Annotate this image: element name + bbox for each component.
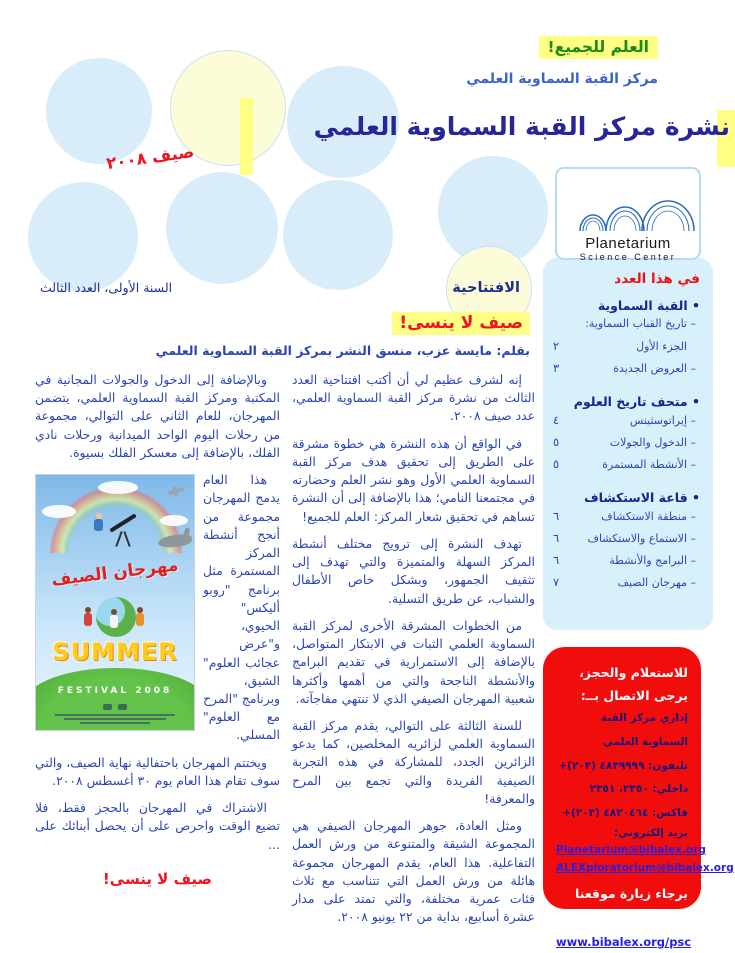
toc-item: – إيراتوسثينس ٤ — [553, 413, 696, 427]
toc-item: – الدخول والجولات ٥ — [553, 435, 696, 449]
toc-item: – مهرجان الصيف ٧ — [553, 575, 696, 589]
poster-mini-logos — [36, 704, 194, 710]
paragraph: وبالإضافة إلى الدخول والجولات المجانية في المكتبة ومركز القبة السماوية العلمي، يتضمن المهرجان، للعام الثاني على التوالي، مجموعة من رحلات اليوم الواحد الميدانية ورحلات نادي الفلك، بالإضافة إلى معسكر الفلك بسيوة. — [35, 372, 280, 460]
website-link[interactable]: www.bibalex.org/psc — [556, 935, 692, 950]
section-label-editorial: الافتتاحية — [452, 280, 520, 296]
article-headline — [392, 312, 530, 335]
toc-section-heading: • قاعة الاستكشاف — [584, 490, 700, 505]
email-link-alexploratorium[interactable]: ALEXploratorium@bibalex.org — [556, 862, 734, 875]
logo-text-planetarium: Planetarium — [585, 235, 671, 252]
paragraph: للسنة الثالثة على التوالي، يقدم مركز القبة السماوية العلمي لزائريه المخلصين، كما يدعو الزائرين الجدد، للمشاركة في هذه التجربة الصيفية الفريدة والتي تجمع بين المرح والمعرفة! — [292, 717, 535, 806]
toc-title: في هذا العدد — [614, 271, 700, 287]
article-ending-slogan: صيف لا ينسى! — [102, 869, 213, 888]
article-column-right — [292, 371, 535, 943]
email-link-planetarium[interactable]: Planetarium@bibalex.org — [556, 844, 706, 857]
toc-item: – العروض الجديدة ٣ — [553, 361, 696, 375]
article-byline: بقلم: مايسة عزب، منسق النشر بمركز القبة السماوية العلمي — [155, 343, 530, 358]
toc-section-heading: • القبة السماوية — [597, 298, 700, 313]
newsletter-title: نشرة مركز القبة السماوية العلمي — [313, 112, 730, 141]
poster-fineprint — [36, 712, 194, 726]
contact-visit-line: برجاء زيارة موقعنا الإلكتروني — [574, 885, 688, 924]
paragraph: الاشتراك في المهرجان بالحجز فقط، فلا تضيع الوقت واحرص على أن يحصل أبنائك على ... — [35, 800, 280, 852]
toc-section-heading: • متحف تاريخ العلوم — [573, 394, 700, 409]
paragraph: في الواقع أن هذه النشرة هي خطوة مشرقة على الطريق إلى تحقيق هدف مركز القبة السماوية العلمي الأول وهو نشر العلم وحضارته في مجتمعنا النامي؛ هذا بالإضافة إلى أن النشرة تساهم في تحقيق شعار المركز: العلم للجميع! — [292, 435, 535, 524]
toc-item: الجزء الأول ٢ — [553, 339, 687, 353]
decor-circle — [166, 172, 278, 284]
contact-intro-line: يرجى الاتصال بــ: — [580, 688, 688, 704]
contact-admin-line: إداري مركز القبة السماوية العلمي — [601, 712, 688, 748]
contact-phone: تليفون: ٤٨٣٩٩٩٩ (٢٠٣)+ — [558, 759, 688, 772]
paragraph: ومثل العادة، جوهر المهرجان الصيفي هي المجموعة الشيقة والمتنوعة من ورش العمل التفاعلية. هذا العام، يقدم المهرجان مجموعة هائلة من ورش العمل التي تتناسب مع ثلاث فئات عمرية مختلفة، والتي تمتد على مدار عشرة أسابيع، بداية من ٢٢ يونيو ٢٠٠٨. — [292, 818, 535, 925]
poster-arabic-title: مهرجان الصيف — [50, 555, 180, 591]
contact-intro-line: للاستعلام والحجز، — [579, 665, 688, 680]
title-highlight-strip — [240, 98, 253, 175]
child-figure — [110, 615, 118, 628]
paragraph: من الخطوات المشرقة الأخرى لمركز القبة السماوية العلمي الثبات في الابتكار المتواصل، بالإضافة إلى الاستمرارية في تقديم البرامج والأنشطة الناجحة والتي من أهمها وأكثرها شعبية المهرجان الصيفي الذي لا تنتهي مفاجآته. — [292, 617, 535, 706]
poster-title-summer: SUMMER — [52, 638, 178, 667]
contact-email-label: بريد إلكتروني: — [614, 827, 688, 840]
decor-circle — [28, 182, 138, 292]
paragraph: إنه لشرف عظيم لي أن أكتب افتتاحية العدد الثالث من نشرة مركز القبة السماوية العلمي، عدد صيف ٢٠٠٨. — [292, 372, 535, 424]
summer-festival-poster — [35, 474, 195, 731]
child-figure — [136, 613, 144, 626]
logo-text-science-center: Science Center — [579, 252, 677, 262]
contact-box — [543, 647, 734, 950]
toc-item: – الأنشطة المستمرة ٥ — [553, 457, 696, 471]
boy-figure — [94, 519, 103, 531]
toc-item: – الاستماع والاستكشاف ٦ — [553, 531, 696, 545]
paragraph: ويختتم المهرجان باحتفالية نهاية الصيف، والتي سوف تقام هذا العام يوم ٣٠ أغسطس ٢٠٠٨. — [35, 754, 280, 788]
contact-extension: داخلي: ٢٣٥٠، ٢٣٥١ — [589, 783, 688, 796]
toc-item: – البرامج والأنشطة ٦ — [553, 553, 696, 567]
article-column-left — [35, 371, 280, 943]
issue-number: السنة الأولى، العدد الثالث — [40, 280, 173, 295]
article-headline-text: صيف لا ينسى! — [392, 312, 530, 335]
toc-item: – منطقة الاستكشاف ٦ — [553, 509, 696, 523]
organization-name: مركز القبة السماوية العلمي — [466, 71, 658, 87]
decor-circle — [46, 58, 152, 164]
motto-line — [539, 36, 658, 59]
poster-subtitle-festival: FESTIVAL 2008 — [57, 685, 173, 696]
paragraph: هذا العام يدمج المهرجان مجموعة من أنجح أنشطة المركز المستمرة مثل برنامج "روبو أليكس" الحيوي، و"عرض عجائب العلوم" الشيق، وبرنامج "المرح مع العلوم" المسلي. — [203, 472, 280, 743]
decor-circle — [283, 180, 393, 290]
psc-logo — [555, 167, 701, 260]
child-figure — [84, 613, 92, 626]
planetarium-dome-arcs-icon — [558, 173, 698, 235]
toc-sidebar — [543, 258, 713, 630]
paragraph: تهدف النشرة إلى ترويج مختلف أنشطة المركز السهلة والمتميزة والتي تهدف إلى تثقيف الجمهور، وبشكل خاص الأطفال والشباب، عن طريق التسلية. — [292, 535, 535, 606]
season-badge: صيف ٢٠٠٨ — [105, 141, 196, 174]
motto-text: العلم للجميع! — [539, 36, 658, 59]
article-body — [35, 371, 535, 943]
toc-item: – تاريخ القباب السماوية: — [585, 317, 696, 330]
contact-fax: فاكس: ٤٨٢٠٤٦٤ (٢٠٣)+ — [562, 806, 688, 819]
